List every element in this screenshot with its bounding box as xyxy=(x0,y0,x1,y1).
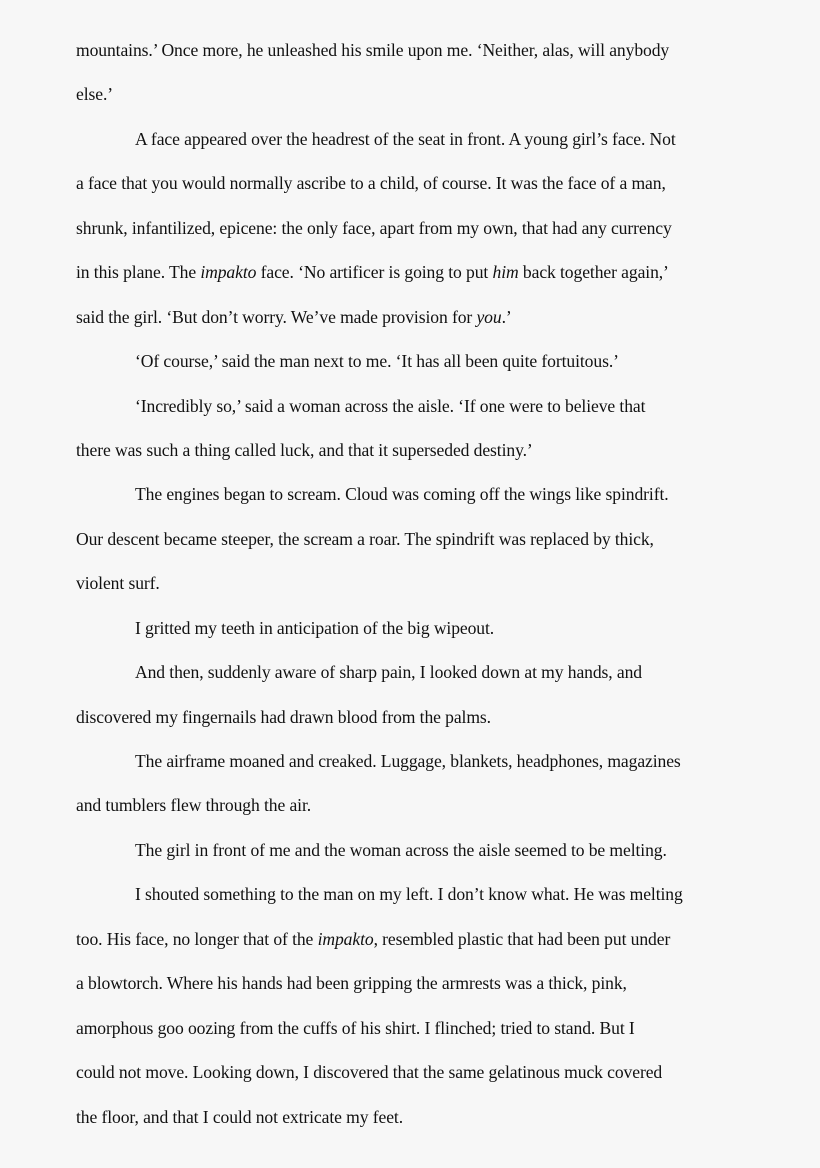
text-line xyxy=(76,167,756,211)
text-segment: amorphous goo oozing from the cuffs of his shirt. I flinched; tried to stand. But I xyxy=(76,1017,635,1038)
paragraph xyxy=(76,345,756,389)
text-line xyxy=(76,923,756,967)
text-segment: back together again,’ xyxy=(518,262,669,283)
italic-text: impakto xyxy=(317,928,374,949)
text-segment: violent surf. xyxy=(76,573,160,594)
paragraph xyxy=(76,123,756,345)
text-line xyxy=(76,701,756,745)
text-line xyxy=(76,1012,756,1056)
text-segment: a face that you would normally ascribe to a child, of course. It was the face of a man, xyxy=(76,173,666,194)
paragraph xyxy=(76,34,756,123)
text-segment: and tumblers flew through the air. xyxy=(76,795,312,816)
italic-text: impakto xyxy=(200,262,257,283)
paragraph xyxy=(76,656,756,745)
text-segment: a blowtorch. Where his hands had been gripping the armrests was a thick, pink, xyxy=(76,973,627,994)
text-segment: And then, suddenly aware of sharp pain, I looked down at my hands, and xyxy=(135,662,643,683)
text-line xyxy=(76,434,756,478)
text-line xyxy=(76,78,756,122)
text-line xyxy=(76,523,756,567)
paragraph xyxy=(76,878,756,1145)
text-line xyxy=(76,834,756,878)
text-line xyxy=(76,567,756,611)
text-line xyxy=(76,656,756,700)
text-segment: there was such a thing called luck, and that it superseded destiny.’ xyxy=(76,439,533,460)
text-segment: could not move. Looking down, I discovered that the same gelatinous muck covered xyxy=(76,1062,663,1083)
paragraph xyxy=(76,478,756,611)
text-line xyxy=(76,123,756,167)
text-segment: The engines began to scream. Cloud was coming off the wings like spindrift. xyxy=(135,484,669,505)
text-segment: mountains.’ Once more, he unleashed his smile upon me. ‘Neither, alas, will anybody xyxy=(76,40,670,60)
text-line xyxy=(76,34,756,78)
text-line xyxy=(76,1056,756,1100)
text-line xyxy=(76,967,756,1011)
text-segment: shrunk, infantilized, epicene: the only face, apart from my own, that had any currency xyxy=(76,217,672,238)
paragraph xyxy=(76,745,756,834)
paragraph xyxy=(76,612,756,656)
text-line xyxy=(76,301,756,345)
text-segment: ‘Incredibly so,’ said a woman across the aisle. ‘If one were to believe that xyxy=(135,395,646,416)
text-segment: discovered my fingernails had drawn blood from the palms. xyxy=(76,706,491,727)
text-line xyxy=(76,212,756,256)
text-segment: too. His face, no longer that of the xyxy=(76,928,318,949)
italic-text: you xyxy=(476,306,502,327)
text-line xyxy=(76,612,756,656)
text-segment: Our descent became steeper, the scream a roar. The spindrift was replaced by thick, xyxy=(76,528,654,549)
text-line xyxy=(76,789,756,833)
document-page xyxy=(76,34,756,1145)
paragraph xyxy=(76,390,756,479)
text-segment: .’ xyxy=(501,306,512,327)
text-line xyxy=(76,745,756,789)
text-segment: ‘Of course,’ said the man next to me. ‘It has all been quite fortuitous.’ xyxy=(135,351,619,372)
text-line xyxy=(76,478,756,522)
text-line xyxy=(76,1101,756,1145)
text-segment: I shouted something to the man on my left. I don’t know what. He was melting xyxy=(135,884,683,905)
text-line xyxy=(76,345,756,389)
text-segment: else.’ xyxy=(76,84,114,105)
text-segment: A face appeared over the headrest of the seat in front. A young girl’s face. Not xyxy=(135,128,676,149)
italic-text: him xyxy=(492,262,519,283)
text-segment: , resembled plastic that had been put under xyxy=(373,928,671,949)
text-line xyxy=(76,878,756,922)
text-segment: I gritted my teeth in anticipation of the big wipeout. xyxy=(135,617,495,638)
text-segment: The airframe moaned and creaked. Luggage, blankets, headphones, magazines xyxy=(135,751,681,771)
text-segment: said the girl. ‘But don’t worry. We’ve made provision for xyxy=(76,306,477,327)
paragraph xyxy=(76,834,756,878)
text-segment: face. ‘No artificer is going to put xyxy=(256,262,493,283)
text-segment: in this plane. The xyxy=(76,262,201,283)
text-segment: The girl in front of me and the woman across the aisle seemed to be melting. xyxy=(135,839,667,860)
text-segment: the floor, and that I could not extricate my feet. xyxy=(76,1106,403,1127)
text-line xyxy=(76,390,756,434)
text-line xyxy=(76,256,756,300)
